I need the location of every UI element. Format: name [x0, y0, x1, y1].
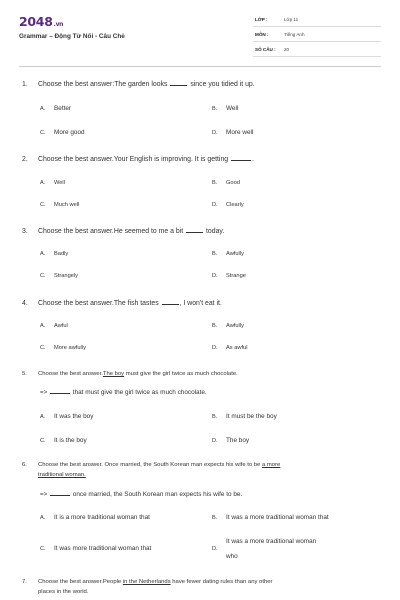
- option-letter: C.: [40, 345, 46, 351]
- option-c[interactable]: [40, 437, 87, 444]
- option-text: Awfully: [226, 251, 244, 257]
- question-number: 5.: [22, 371, 27, 377]
- option-d[interactable]: [212, 538, 317, 552]
- option-text: Strangely: [54, 273, 79, 279]
- meta-value: 20: [284, 47, 290, 52]
- option-text: Clearly: [226, 202, 244, 208]
- meta-row-subject: [253, 29, 381, 42]
- option-letter: A.: [40, 106, 46, 112]
- option-letter: A.: [40, 251, 46, 257]
- option-letter: D.: [212, 345, 218, 351]
- option-d[interactable]: [212, 273, 246, 279]
- answer-blank: [50, 490, 70, 496]
- header-divider: [19, 66, 381, 67]
- site-logo[interactable]: [19, 14, 63, 29]
- question-text: [22, 579, 272, 585]
- subject-line: Grammar – Động Từ Nối - Câu Chẻ: [19, 33, 125, 40]
- meta-label: MÔN :: [255, 32, 269, 37]
- meta-table: [253, 14, 381, 59]
- option-letter: B.: [212, 515, 218, 521]
- question-prefix: Choose the best answer.: [38, 371, 103, 377]
- rewrite-line: [40, 388, 207, 396]
- question-text: [22, 80, 255, 88]
- option-b[interactable]: [212, 105, 238, 112]
- question-text: [22, 462, 280, 468]
- option-text: More good: [54, 129, 85, 136]
- option-text: More well: [226, 129, 254, 136]
- option-letter: C.: [40, 130, 46, 136]
- option-text: Awful: [54, 323, 68, 329]
- option-d[interactable]: [212, 129, 253, 136]
- option-text: Well: [54, 180, 65, 186]
- question-text-continued: traditional woman.: [38, 472, 86, 478]
- option-letter: A.: [40, 180, 46, 186]
- option-text: It was a more traditional woman that: [226, 514, 329, 521]
- option-d[interactable]: [212, 202, 244, 208]
- option-text: It must be the boy: [226, 413, 277, 420]
- answer-blank: [170, 80, 187, 86]
- option-text: Badly: [54, 251, 69, 257]
- option-letter: B.: [212, 180, 218, 186]
- option-text: It was more traditional woman that: [54, 545, 152, 552]
- document-header: [0, 0, 400, 66]
- option-a[interactable]: [40, 180, 65, 186]
- option-d[interactable]: [212, 345, 248, 351]
- arrow-marker: =>: [40, 389, 48, 396]
- question-prefix: Choose the best answer. Once married, the South Korean man expects his wife to be: [38, 462, 261, 468]
- question-suffix: today.: [206, 228, 225, 235]
- question-number: 4.: [22, 300, 28, 307]
- answer-blank: [162, 299, 179, 305]
- meta-value: Tiếng Anh: [284, 32, 305, 37]
- option-text: The boy: [226, 437, 250, 444]
- meta-row-count: [253, 44, 381, 57]
- option-letter: D.: [212, 438, 218, 444]
- option-text: Good: [226, 180, 240, 186]
- option-letter: C.: [40, 273, 46, 279]
- question-prefix: Choose the best answer.People: [38, 579, 122, 585]
- option-text: Better: [54, 105, 72, 112]
- option-c[interactable]: [40, 202, 79, 208]
- rewrite-text: once married, the South Korean man expects his wife to be.: [72, 491, 243, 498]
- option-b[interactable]: [212, 251, 244, 257]
- question-text-continued: places in the world.: [38, 589, 89, 595]
- answer-blank: [231, 155, 251, 161]
- option-text: Well: [226, 105, 239, 112]
- question-prefix: Choose the best answer.Your English is improving. It is getting: [38, 156, 229, 163]
- option-letter: B.: [212, 106, 218, 112]
- option-letter: B.: [212, 251, 218, 257]
- option-letter: D.: [212, 202, 218, 208]
- option-text: It is the boy: [54, 437, 87, 444]
- option-b[interactable]: [212, 180, 240, 186]
- rewrite-text: that must give the girl twice as much chocolate.: [72, 389, 207, 396]
- option-a[interactable]: [40, 514, 150, 521]
- question-text: [22, 227, 224, 235]
- option-letter: A.: [40, 323, 46, 329]
- option-letter: C.: [40, 546, 46, 552]
- option-text: It was the boy: [54, 413, 94, 420]
- option-letter: A.: [40, 414, 46, 420]
- option-b[interactable]: [212, 413, 277, 420]
- meta-label: LỚP :: [255, 17, 268, 22]
- question-rest: have fewer dating rules than any other: [170, 579, 273, 585]
- option-letter: D.: [212, 546, 218, 552]
- question-prefix: Choose the best answer.He seemed to me a bit: [38, 228, 184, 235]
- option-a[interactable]: [40, 413, 93, 420]
- option-letter: B.: [212, 323, 218, 329]
- option-letter: C.: [40, 202, 46, 208]
- logo-suffix: .vn: [53, 21, 64, 28]
- option-text: More awfully: [54, 345, 86, 351]
- option-b[interactable]: [212, 323, 244, 329]
- question-number: 2.: [22, 156, 28, 163]
- logo-text: 2048: [19, 14, 53, 29]
- option-text: Awfully: [226, 323, 244, 329]
- question-suffix: .: [252, 156, 254, 163]
- option-c[interactable]: [40, 345, 86, 351]
- option-text: It is a more traditional woman that: [54, 514, 150, 521]
- question-number: 3.: [22, 228, 28, 235]
- option-letter: B.: [212, 414, 218, 420]
- option-text: It was a more traditional woman: [226, 538, 317, 545]
- question-text: [22, 371, 238, 377]
- option-text: Much well: [54, 202, 80, 208]
- question-prefix: Choose the best answer.The fish tastes: [38, 300, 159, 307]
- underlined-phrase: a more: [261, 462, 281, 468]
- option-text: Strange: [226, 273, 246, 279]
- option-letter: A.: [40, 515, 46, 521]
- question-number: 6.: [22, 462, 27, 468]
- option-a[interactable]: [40, 323, 68, 329]
- meta-row-class: [253, 14, 381, 27]
- underlined-phrase: The boy: [102, 371, 125, 377]
- option-c[interactable]: [40, 545, 151, 552]
- option-d[interactable]: [212, 437, 249, 444]
- question-number: 7.: [22, 579, 27, 585]
- option-d-continued: who: [226, 553, 238, 560]
- option-c[interactable]: [40, 129, 85, 136]
- answer-blank: [186, 227, 203, 233]
- option-b[interactable]: [212, 514, 329, 521]
- option-text: As awful: [226, 345, 248, 351]
- meta-value: Lớp 11: [284, 17, 299, 22]
- option-letter: D.: [212, 130, 218, 136]
- underlined-phrase: in the Netherlands: [122, 579, 171, 585]
- question-rest: must give the girl twice as much chocolate.: [124, 371, 238, 377]
- option-letter: C.: [40, 438, 46, 444]
- option-c[interactable]: [40, 273, 78, 279]
- arrow-marker: =>: [40, 491, 48, 498]
- question-suffix: since you tidied it up.: [190, 81, 255, 88]
- option-letter: D.: [212, 273, 218, 279]
- question-text: [22, 299, 222, 307]
- question-suffix: , I won't eat it.: [179, 300, 222, 307]
- question-prefix: Choose the best answer:The garden looks: [38, 81, 168, 88]
- meta-label: SỐ CÂU :: [255, 47, 276, 52]
- option-a[interactable]: [40, 105, 71, 112]
- question-number: 1.: [22, 81, 28, 88]
- option-a[interactable]: [40, 251, 68, 257]
- rewrite-line: [40, 490, 242, 498]
- question-text: [22, 155, 254, 163]
- answer-blank: [50, 388, 70, 394]
